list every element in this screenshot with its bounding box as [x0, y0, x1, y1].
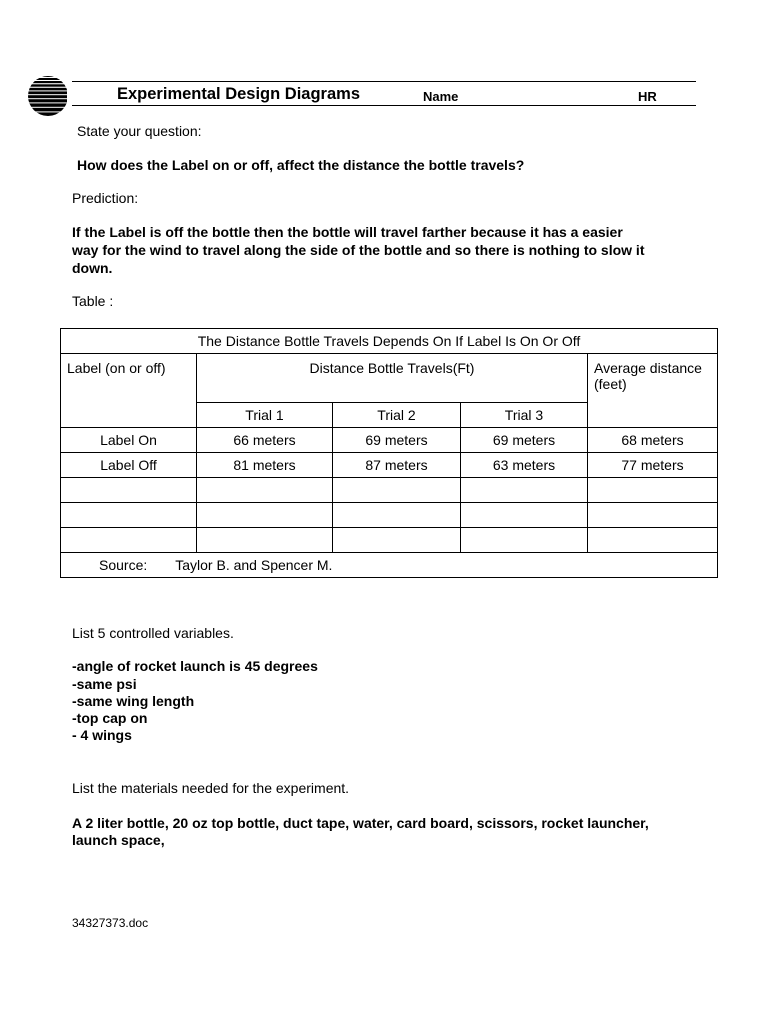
data-table	[60, 328, 718, 578]
controlled-prompt: List 5 controlled variables.	[72, 625, 234, 641]
trial-value: 69 meters	[333, 428, 461, 453]
trial-value	[197, 503, 333, 528]
column-header-trial: Trial 3	[461, 403, 588, 428]
row-label	[61, 478, 197, 503]
trial-value: 66 meters	[197, 428, 333, 453]
average-value	[588, 478, 718, 503]
average-value	[588, 528, 718, 553]
materials-answer	[72, 815, 712, 849]
trial-value	[197, 478, 333, 503]
column-header-trial: Trial 2	[333, 403, 461, 428]
prediction-prompt: Prediction:	[72, 190, 139, 206]
trial-value	[461, 528, 588, 553]
column-header-average: Average distance (feet)	[588, 354, 718, 428]
list-item: -top cap on	[72, 710, 148, 726]
prediction-line: down.	[72, 260, 113, 276]
row-label: Label On	[61, 428, 197, 453]
prediction-line: If the Label is off the bottle then the bottle will travel farther because it has a easier	[72, 224, 623, 240]
trial-value: 87 meters	[333, 453, 461, 478]
question-prompt: State your question:	[77, 123, 202, 139]
list-item: -angle of rocket launch is 45 degrees	[72, 658, 318, 674]
table-title: The Distance Bottle Travels Depends On If Label Is On Or Off	[61, 329, 718, 354]
table-row	[61, 478, 718, 503]
header-bottom-rule	[72, 105, 696, 106]
page-title: Experimental Design Diagrams	[117, 85, 361, 103]
table-source	[61, 553, 718, 578]
trial-value: 63 meters	[461, 453, 588, 478]
prediction-answer	[72, 223, 712, 277]
trial-value	[461, 478, 588, 503]
list-item: - 4 wings	[72, 727, 132, 743]
prediction-line: way for the wind to travel along the side of the bottle and so there is nothing to slow it	[72, 242, 645, 258]
trial-value: 69 meters	[461, 428, 588, 453]
table-label: Table :	[72, 293, 114, 309]
table-row	[61, 453, 718, 478]
average-value: 77 meters	[588, 453, 718, 478]
hr-label: HR	[638, 89, 657, 104]
materials-line: launch space,	[72, 832, 165, 848]
question-answer: How does the Label on or off, affect the distance the bottle travels?	[77, 157, 525, 173]
name-label: Name	[423, 89, 459, 104]
trial-value	[197, 528, 333, 553]
row-label: Label Off	[61, 453, 197, 478]
list-item: -same wing length	[72, 693, 195, 709]
row-label	[61, 528, 197, 553]
column-header-trial: Trial 1	[197, 403, 333, 428]
trial-value: 81 meters	[197, 453, 333, 478]
trial-value	[461, 503, 588, 528]
materials-line: A 2 liter bottle, 20 oz top bottle, duct tape, water, card board, scissors, rocket launcher,	[72, 815, 649, 831]
source-label: Source:	[99, 557, 148, 573]
row-label	[61, 503, 197, 528]
average-value	[588, 503, 718, 528]
table-row	[61, 528, 718, 553]
column-header-distance: Distance Bottle Travels(Ft)	[197, 354, 588, 403]
materials-prompt: List the materials needed for the experiment.	[72, 780, 350, 796]
document-filename: 34327373.doc	[72, 916, 149, 930]
list-item: -same psi	[72, 676, 137, 692]
trial-value	[333, 503, 461, 528]
header-top-rule	[72, 81, 696, 82]
source-value: Taylor B. and Spencer M.	[175, 557, 333, 573]
table-row	[61, 503, 718, 528]
striped-logo-icon	[27, 75, 67, 117]
average-value: 68 meters	[588, 428, 718, 453]
column-header-variable: Label (on or off)	[61, 354, 197, 428]
trial-value	[333, 528, 461, 553]
trial-value	[333, 478, 461, 503]
table-row	[61, 428, 718, 453]
